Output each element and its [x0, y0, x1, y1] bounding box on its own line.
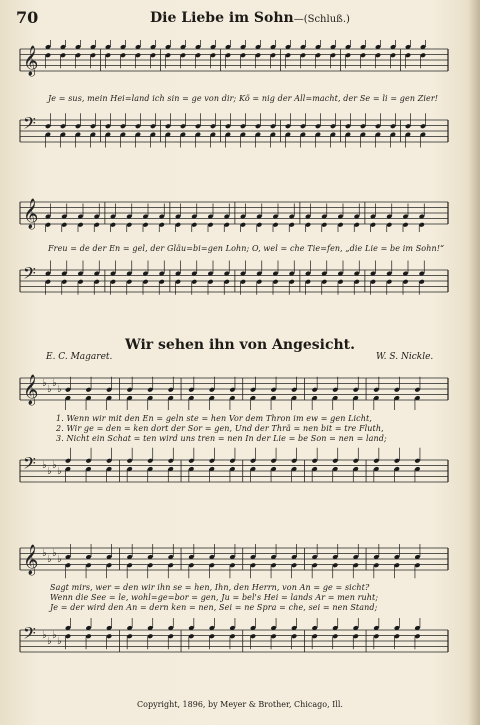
staff-system-2-bass	[0, 258, 480, 310]
bass-clef-icon: 𝄢	[23, 453, 36, 477]
hymn-title-1-text: Die Liebe im Sohn	[150, 10, 294, 26]
credit-author: E. C. Magaret.	[46, 352, 113, 362]
verse-line-1a: 1. Wenn wir mit den En = geln ste = hen Vor dem Thron im ew = gen Licht,	[56, 414, 372, 423]
bass-clef-icon: 𝄢	[23, 623, 36, 647]
flat-icon: ♭	[42, 548, 47, 559]
flat-icon: ♭	[52, 460, 57, 471]
lyrics-system-2: Freu = de der En = gel, der Gläu=bi=gen Lohn; O, wel = che Tie=fen, „die Lie = be im Sohn!“	[48, 244, 445, 253]
staff-system-2-treble	[0, 192, 480, 232]
staff-system-4-bass	[0, 618, 480, 680]
flat-icon: ♭	[57, 554, 62, 565]
flat-icon: ♭	[42, 630, 47, 641]
flat-icon: ♭	[57, 384, 62, 395]
flat-icon: ♭	[52, 630, 57, 641]
flat-icon: ♭	[47, 384, 52, 395]
lyrics-system-1: Je = sus, mein Hei=land ich sin = ge von dir; Kö = nig der All=macht, der Se = li = gen Zier!	[48, 94, 439, 103]
credit-composer: W. S. Nickle.	[376, 352, 434, 362]
hymn-title-1-note: —(Schluß.)	[293, 14, 350, 25]
treble-clef-icon: 𝄞	[23, 46, 39, 76]
verse-line-1b: Sagt mirs, wer = den wir ihn se = hen, Ihn, den Herrn, von An = ge = sicht?	[50, 583, 370, 592]
staff-system-1-bass	[0, 110, 480, 158]
flat-icon: ♭	[57, 636, 62, 647]
flat-icon: ♭	[47, 466, 52, 477]
verse-line-3b: Je = der wird den An = dern ken = nen, Sei = ne Spra = che, sei = nen Stand;	[50, 603, 378, 612]
page-number: 70	[16, 8, 39, 27]
verse-line-3a: 3. Nicht ein Schat = ten wird uns tren = nen In der Lie = be Son = nen = land;	[56, 434, 387, 443]
page-edge-shadow	[468, 0, 480, 725]
flat-icon: ♭	[57, 466, 62, 477]
staff-system-1-treble	[0, 40, 480, 80]
flat-icon: ♭	[52, 378, 57, 389]
verse-line-2b: Wenn die See = le, wohl=ge=bor = gen, Ju = bel's Hei = lands Ar = men ruht;	[50, 593, 379, 602]
verse-line-2a: 2. Wir ge = den = ken dort der Sor = gen, Und der Thrä = nen bit = tre Fluth,	[56, 424, 384, 433]
hymn-title-1	[150, 10, 350, 26]
treble-clef-icon: 𝄞	[23, 545, 39, 575]
flat-icon: ♭	[47, 554, 52, 565]
treble-clef-icon: 𝄞	[23, 199, 39, 229]
bass-clef-icon: 𝄢	[23, 113, 36, 137]
bass-clef-icon: 𝄢	[23, 263, 36, 287]
flat-icon: ♭	[42, 378, 47, 389]
staff-system-3-treble	[0, 366, 480, 410]
copyright-notice: Copyright, 1896, by Meyer & Brother, Chicago, Ill.	[137, 700, 343, 709]
flat-icon: ♭	[52, 548, 57, 559]
flat-icon: ♭	[42, 460, 47, 471]
flat-icon: ♭	[47, 636, 52, 647]
hymn-title-2: Wir sehen ihn von Angesicht.	[124, 337, 356, 353]
staff-system-3-bass	[0, 446, 480, 506]
staff-system-4-treble	[0, 536, 480, 580]
treble-clef-icon: 𝄞	[23, 375, 39, 405]
